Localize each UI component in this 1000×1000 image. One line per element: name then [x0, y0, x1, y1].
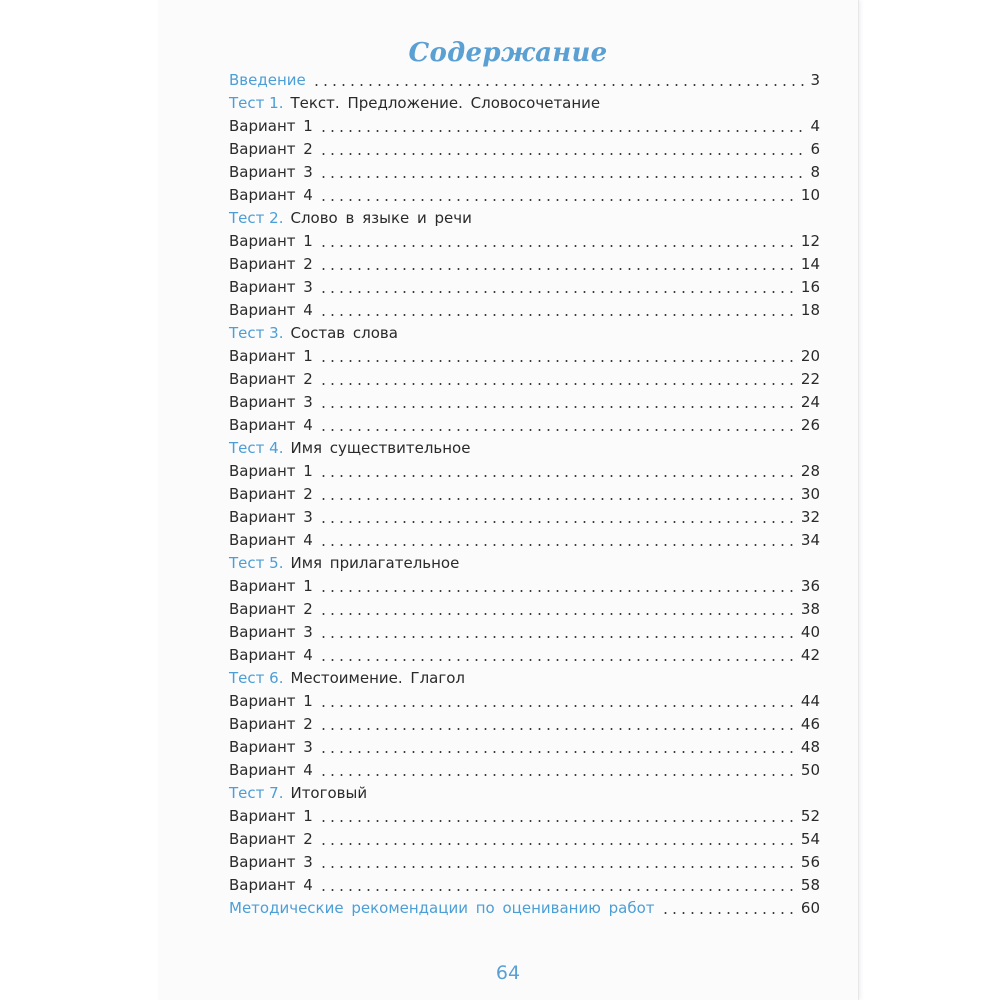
toc-entry: [229, 644, 820, 667]
toc-page-number: 52: [800, 807, 820, 825]
toc-page-number: 10: [800, 186, 820, 204]
toc-page-number: 8: [810, 163, 820, 181]
toc-page-number: 4: [810, 117, 820, 135]
toc-page-number: 32: [800, 508, 820, 526]
toc-entry-label: Вариант 3: [229, 508, 313, 526]
test-number-label: Тест 2.: [229, 209, 284, 227]
toc-entry: [229, 230, 820, 253]
toc-page-number: 20: [800, 347, 820, 365]
dot-leader: [319, 360, 797, 362]
toc-page-number: 12: [800, 232, 820, 250]
toc-entry: [229, 874, 820, 897]
toc-entry-label: Вариант 4: [229, 876, 313, 894]
test-heading: Текст. Предложение. Словосочетание: [290, 94, 601, 112]
dot-leader: [319, 314, 797, 316]
toc-entry: [229, 621, 820, 644]
toc-entry: [229, 483, 820, 506]
test-heading: Слово в языке и речи: [290, 209, 472, 227]
table-of-contents: [229, 69, 820, 920]
toc-entry-label: Вариант 1: [229, 577, 313, 595]
test-heading: Итоговый: [290, 784, 368, 802]
toc-entry: [229, 345, 820, 368]
toc-entry: [229, 184, 820, 207]
dot-leader: [319, 268, 797, 270]
toc-entry: [229, 529, 820, 552]
toc-section-heading: [229, 92, 820, 115]
dot-leader: [319, 153, 807, 155]
toc-entry: [229, 897, 820, 920]
toc-page-number: 54: [800, 830, 820, 848]
toc-page-number: 46: [800, 715, 820, 733]
toc-page-number: 16: [800, 278, 820, 296]
toc-entry: [229, 598, 820, 621]
dot-leader: [319, 245, 797, 247]
dot-leader: [319, 521, 797, 523]
test-number-label: Тест 4.: [229, 439, 284, 457]
toc-entry: [229, 506, 820, 529]
toc-page-number: 30: [800, 485, 820, 503]
toc-entry: [229, 759, 820, 782]
dot-leader: [319, 590, 797, 592]
toc-entry: [229, 161, 820, 184]
dot-leader: [319, 544, 797, 546]
dot-leader: [319, 406, 797, 408]
toc-entry-label: Вариант 1: [229, 462, 313, 480]
toc-page-number: 3: [810, 71, 820, 89]
dot-leader: [319, 705, 797, 707]
toc-entry: [229, 690, 820, 713]
dot-leader: [319, 636, 797, 638]
page-number: 64: [495, 962, 521, 984]
toc-entry-label: Вариант 1: [229, 347, 313, 365]
toc-section-heading: [229, 667, 820, 690]
page-title: Содержание: [408, 38, 608, 68]
toc-entry-label: Вариант 1: [229, 232, 313, 250]
toc-page-number: 56: [800, 853, 820, 871]
dot-leader: [319, 820, 797, 822]
toc-page-number: 44: [800, 692, 820, 710]
toc-entry-label: Вариант 3: [229, 623, 313, 641]
toc-page-number: 60: [800, 899, 820, 917]
toc-entry-label: Вариант 4: [229, 761, 313, 779]
toc-entry-label: Вариант 1: [229, 117, 313, 135]
test-number-label: Тест 3.: [229, 324, 284, 342]
dot-leader: [319, 774, 797, 776]
dot-leader: [319, 889, 797, 891]
toc-entry-label: Вариант 1: [229, 807, 313, 825]
toc-entry: [229, 805, 820, 828]
toc-entry-label: Вариант 4: [229, 646, 313, 664]
toc-entry-label: Вариант 2: [229, 715, 313, 733]
toc-entry-label: Вариант 4: [229, 531, 313, 549]
dot-leader: [319, 498, 797, 500]
dot-leader: [319, 475, 797, 477]
dot-leader: [319, 199, 797, 201]
toc-section-heading: [229, 322, 820, 345]
toc-page-number: 14: [800, 255, 820, 273]
toc-entry: [229, 391, 820, 414]
toc-entry-label: Методические рекомендации по оцениванию работ: [229, 899, 655, 917]
toc-entry-label: Вариант 2: [229, 255, 313, 273]
toc-entry: [229, 138, 820, 161]
toc-entry-label: Вариант 4: [229, 186, 313, 204]
toc-entry-label: Вариант 2: [229, 140, 313, 158]
toc-page-number: 42: [800, 646, 820, 664]
toc-page-number: 50: [800, 761, 820, 779]
toc-section-heading: [229, 437, 820, 460]
toc-page-number: 18: [800, 301, 820, 319]
toc-page-number: 24: [800, 393, 820, 411]
toc-page-number: 26: [800, 416, 820, 434]
toc-entry: [229, 115, 820, 138]
toc-entry-label: Вариант 4: [229, 416, 313, 434]
test-heading: Имя прилагательное: [290, 554, 460, 572]
test-number-label: Тест 7.: [229, 784, 284, 802]
toc-entry: [229, 253, 820, 276]
test-number-label: Тест 5.: [229, 554, 284, 572]
toc-entry-label: Введение: [229, 71, 306, 89]
toc-section-heading: [229, 552, 820, 575]
test-heading: Состав слова: [290, 324, 398, 342]
toc-page-number: 40: [800, 623, 820, 641]
test-heading: Имя существительное: [290, 439, 471, 457]
dot-leader: [319, 291, 797, 293]
toc-entry: [229, 299, 820, 322]
toc-entry: [229, 736, 820, 759]
dot-leader: [319, 176, 807, 178]
toc-entry-label: Вариант 3: [229, 163, 313, 181]
toc-entry-label: Вариант 2: [229, 830, 313, 848]
toc-page-number: 6: [810, 140, 820, 158]
toc-entry-label: Вариант 1: [229, 692, 313, 710]
toc-entry: [229, 69, 820, 92]
toc-entry-label: Вариант 2: [229, 370, 313, 388]
toc-entry-label: Вариант 2: [229, 600, 313, 618]
toc-entry: [229, 713, 820, 736]
dot-leader: [319, 843, 797, 845]
toc-entry-label: Вариант 4: [229, 301, 313, 319]
dot-leader: [312, 84, 807, 86]
toc-entry-label: Вариант 2: [229, 485, 313, 503]
dot-leader: [661, 912, 797, 914]
dot-leader: [319, 613, 797, 615]
test-number-label: Тест 1.: [229, 94, 284, 112]
dot-leader: [319, 866, 797, 868]
toc-page-number: 34: [800, 531, 820, 549]
toc-entry: [229, 276, 820, 299]
toc-page-number: 48: [800, 738, 820, 756]
toc-page-number: 58: [800, 876, 820, 894]
toc-entry: [229, 828, 820, 851]
toc-page-number: 28: [800, 462, 820, 480]
dot-leader: [319, 751, 797, 753]
dot-leader: [319, 383, 797, 385]
test-heading: Местоимение. Глагол: [290, 669, 465, 687]
toc-section-heading: [229, 782, 820, 805]
toc-entry: [229, 851, 820, 874]
toc-entry-label: Вариант 3: [229, 853, 313, 871]
dot-leader: [319, 659, 797, 661]
toc-page-number: 38: [800, 600, 820, 618]
toc-page-number: 36: [800, 577, 820, 595]
dot-leader: [319, 728, 797, 730]
test-number-label: Тест 6.: [229, 669, 284, 687]
toc-section-heading: [229, 207, 820, 230]
dot-leader: [319, 130, 807, 132]
toc-entry-label: Вариант 3: [229, 738, 313, 756]
toc-entry: [229, 460, 820, 483]
toc-entry: [229, 368, 820, 391]
toc-entry-label: Вариант 3: [229, 278, 313, 296]
toc-entry: [229, 575, 820, 598]
toc-entry-label: Вариант 3: [229, 393, 313, 411]
toc-entry: [229, 414, 820, 437]
toc-page-number: 22: [800, 370, 820, 388]
dot-leader: [319, 429, 797, 431]
